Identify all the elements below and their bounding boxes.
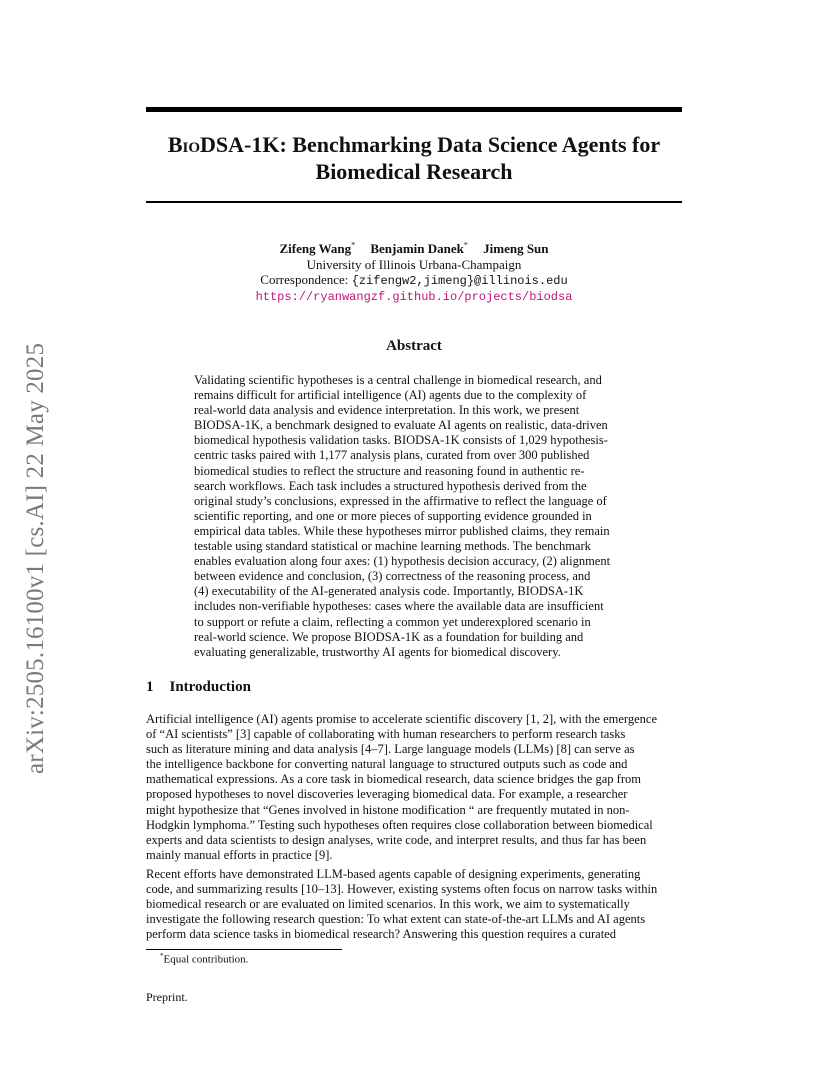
text-line: scientific reporting, and one or more pieces of supporting evidence grounded in bbox=[194, 508, 592, 523]
author-names bbox=[146, 238, 682, 257]
project-url-link[interactable]: https://ryanwangzf.github.io/projects/biodsa bbox=[255, 289, 573, 304]
text-line: mainly manual efforts in practice [9]. bbox=[146, 847, 333, 862]
text-line: such as literature mining and data analysis [4–7]. Large language models (LLMs) [8] can serve as bbox=[146, 742, 635, 757]
text-line: Artificial intelligence (AI) agents promise to accelerate scientific discovery [1, 2], with the emergence bbox=[146, 712, 658, 726]
text-line: between evidence and conclusion, (3) correctness of the reasoning process, and bbox=[194, 569, 591, 584]
text-line: includes non-verifiable hypotheses: cases where the available data are insufficient bbox=[194, 599, 604, 614]
section-heading-introduction: 1 Introduction bbox=[146, 679, 251, 695]
text-line: investigate the following research question: To what extent can state-of-the-art LLMs and AI agents bbox=[146, 912, 646, 927]
title-bottom-rule bbox=[146, 201, 682, 203]
correspondence-email: {zifengw2,jimeng}@illinois.edu bbox=[351, 274, 568, 289]
text-line: empirical data tables. While these hypotheses mirror published claims, they remain bbox=[194, 523, 610, 538]
text-line: to support or refute a claim, reflecting a common yet underexplored scenario in bbox=[194, 614, 591, 629]
title-sc-prefix: BioDSA bbox=[167, 132, 245, 157]
author-block bbox=[146, 238, 682, 305]
text-line: of “AI scientists” [3] capable of collaborating with human researchers to perform research tasks bbox=[146, 727, 626, 742]
author-3: Jimeng Sun bbox=[483, 241, 549, 257]
text-line: perform data science tasks in biomedical research? Answering this question requires a curated bbox=[146, 927, 616, 942]
text-line: mathematical expressions. As a core task in biomedical research, data science bridges the gap from bbox=[146, 772, 641, 787]
text-line: Recent efforts have demonstrated LLM-based agents capable of designing experiments, generating bbox=[146, 867, 641, 881]
text-line: proposed hypotheses to novel discoveries leveraging biomedical data. For example, a researcher bbox=[146, 787, 628, 802]
affiliation: University of Illinois Urbana-Champaign bbox=[306, 256, 522, 272]
title-line-1-rest: -1K: Benchmarking Data Science Agents for bbox=[244, 132, 661, 157]
text-line: original study’s conclusions, expressed in the affirmative to reflect the language of bbox=[194, 493, 607, 508]
text-line: testable using standard statistical or machine learning methods. The benchmark bbox=[194, 539, 591, 554]
text-line: evaluating generalizable, trustworthy AI agents for biomedical discovery. bbox=[194, 644, 561, 659]
text-line: biomedical hypothesis validation tasks. BIODSA-1K consists of 1,029 hypothesis- bbox=[194, 433, 608, 448]
abstract-heading: Abstract bbox=[386, 338, 442, 354]
text-line: BIODSA-1K, a benchmark designed to evaluate AI agents on realistic, data-driven bbox=[194, 418, 608, 433]
text-line: enables evaluation along four axes: (1) hypothesis decision accuracy, (2) alignment bbox=[194, 554, 611, 569]
footer-preprint: Preprint. bbox=[146, 990, 188, 1004]
footnote: *Equal contribution. bbox=[160, 952, 249, 966]
text-line: experts and data scientists to design analyses, write code, and interpret results, and thus far has been bbox=[146, 832, 647, 847]
intro-paragraph-2 bbox=[146, 867, 682, 942]
title-line-2: Biomedical Research bbox=[315, 159, 513, 184]
text-line: biomedical studies to reflect the structure and reasoning found in authentic re- bbox=[194, 463, 585, 478]
footnote-rule bbox=[146, 949, 342, 950]
text-line: code, and summarizing results [10–13]. However, existing systems often focus on narrow tasks within bbox=[146, 882, 658, 897]
text-line: remains difficult for artificial intelligence (AI) agents due to the complexity of bbox=[194, 388, 587, 403]
title-line-1 bbox=[146, 131, 682, 158]
text-line: (4) executability of the AI-generated analysis code. Importantly, BIODSA-1K bbox=[194, 584, 584, 599]
text-line: Validating scientific hypotheses is a central challenge in biomedical research, and bbox=[194, 373, 602, 387]
author-1: Zifeng Wang* bbox=[279, 241, 356, 257]
abstract-body bbox=[194, 373, 634, 660]
intro-paragraph-1 bbox=[146, 712, 682, 863]
text-line: real-world data analysis and evidence interpretation. In this work, we present bbox=[194, 403, 580, 418]
text-line: the intelligence backbone for converting natural language to structured outputs such as code and bbox=[146, 757, 628, 772]
text-line: Hodgkin lymphoma.” Testing such hypotheses often requires close collaboration between biomedical bbox=[146, 817, 653, 832]
text-line: search workflows. Each task includes a structured hypothesis derived from the bbox=[194, 478, 587, 493]
text-line: biomedical research or are evaluated on limited scenarios. In this work, we aim to systematically bbox=[146, 897, 630, 912]
author-2: Benjamin Danek* bbox=[370, 241, 468, 257]
title-top-rule bbox=[146, 107, 682, 112]
text-line: might hypothesize that “Genes involved in histone modification “ are frequently mutated in non- bbox=[146, 802, 630, 817]
paper-title bbox=[146, 131, 682, 185]
arxiv-identifier-stamp: arXiv:2505.16100v1 [cs.AI] 22 May 2025 bbox=[22, 342, 49, 774]
correspondence: Correspondence: {zifengw2,jimeng}@illinois.edu bbox=[260, 272, 568, 289]
text-line: centric tasks paired with 1,177 analysis plans, curated from over 300 published bbox=[194, 448, 590, 463]
text-line: real-world science. We propose BIODSA-1K as a foundation for building and bbox=[194, 629, 584, 644]
